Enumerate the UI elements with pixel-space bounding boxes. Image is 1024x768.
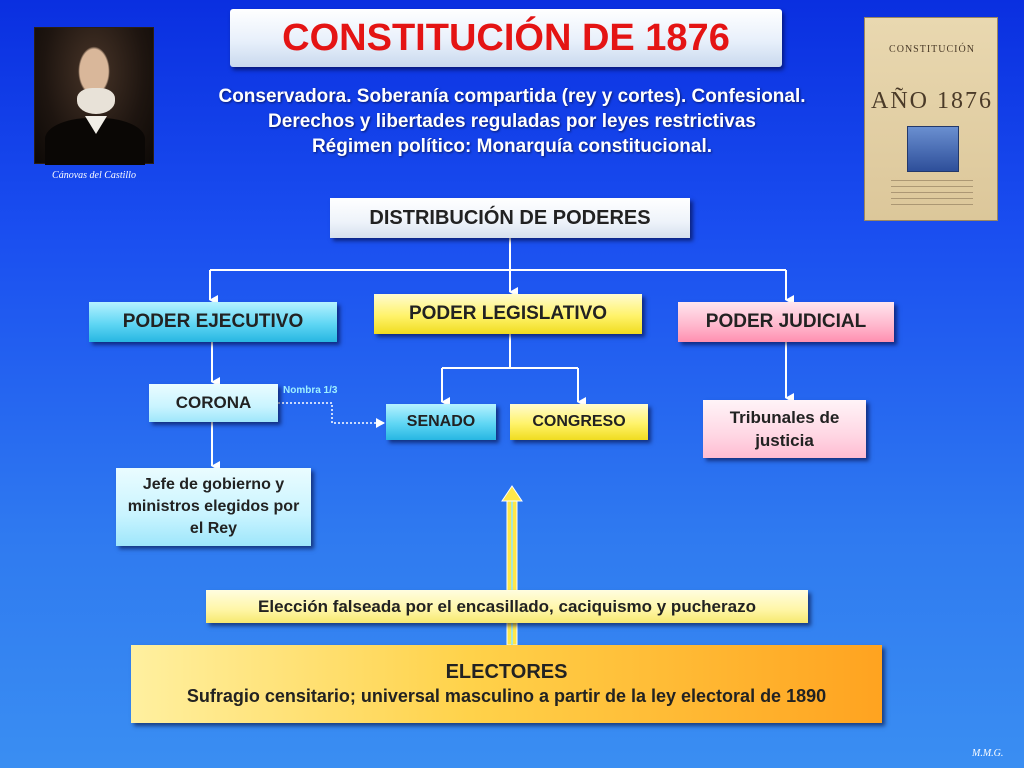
subtitle-line-1: Conservadora. Soberanía compartida (rey y cortes). Confesional. — [218, 86, 806, 107]
eleccion-falseada-box: Elección falseada por el encasillado, caciquismo y pucherazo — [206, 590, 808, 623]
arrow-nombra-dotted — [278, 403, 384, 423]
arrow-electores-head — [502, 486, 522, 501]
author-initials: M.M.G. — [972, 748, 1004, 759]
congreso-box: CONGRESO — [510, 404, 648, 440]
electores-description: Sufragio censitario; universal masculino a partir de la ley electoral de 1890 — [186, 686, 827, 706]
distribucion-poderes-box: DISTRIBUCIÓN DE PODERES — [330, 198, 690, 238]
subtitle — [150, 84, 874, 159]
corona-box: CORONA — [149, 384, 278, 422]
constitution-book-cover — [864, 17, 998, 221]
book-emblem-icon — [907, 126, 959, 172]
subtitle-line-3: Régimen político: Monarquía constitucional. — [311, 136, 713, 157]
book-text-lines — [891, 180, 973, 210]
electores-title: ELECTORES — [445, 661, 568, 683]
electores-box — [131, 645, 882, 723]
senado-box: SENADO — [386, 404, 496, 440]
poder-judicial-box: PODER JUDICIAL — [678, 302, 894, 342]
page-title: CONSTITUCIÓN DE 1876 — [230, 9, 782, 67]
poder-legislativo-box: PODER LEGISLATIVO — [374, 294, 642, 334]
tribunales-box: Tribunales de justicia — [703, 400, 866, 458]
poder-ejecutivo-box: PODER EJECUTIVO — [89, 302, 337, 342]
portrait-caption: Cánovas del Castillo — [52, 170, 136, 181]
book-year: AÑO 1876 — [871, 88, 993, 114]
nombra-label: Nombra 1/3 — [283, 385, 338, 396]
canovas-portrait — [34, 27, 154, 164]
subtitle-line-2: Derechos y libertades reguladas por leyes restrictivas — [268, 111, 756, 132]
jefe-gobierno-box: Jefe de gobierno y ministros elegidos por el Rey — [116, 468, 311, 546]
book-title: CONSTITUCIÓN — [889, 44, 975, 55]
